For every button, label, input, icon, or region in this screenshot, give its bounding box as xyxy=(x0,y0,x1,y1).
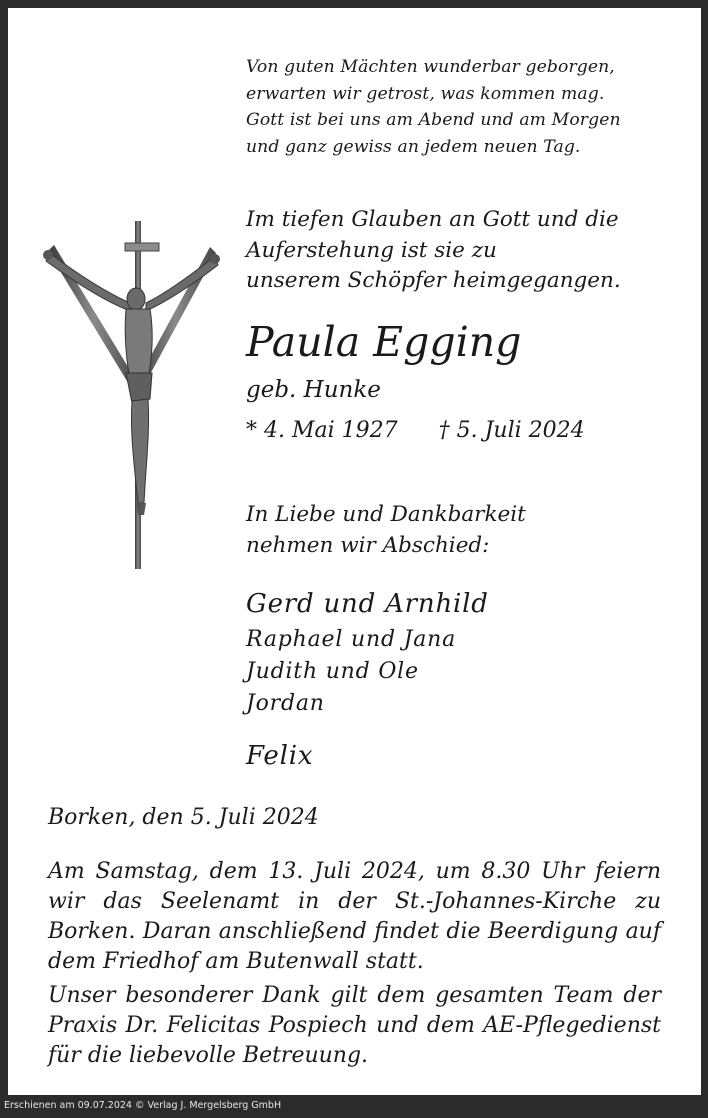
place-date: Borken, den 5. Juli 2024 xyxy=(48,805,319,830)
mourner-item: Judith und Ole xyxy=(246,659,419,684)
mourner-item: Raphael und Jana xyxy=(246,627,457,652)
mourner-item: Jordan xyxy=(246,691,325,716)
mourner-list xyxy=(246,624,456,720)
faith-line: Im tiefen Glauben an Gott und die xyxy=(246,207,619,232)
death-date: † 5. Juli 2024 xyxy=(438,418,585,443)
farewell-line: In Liebe und Dankbarkeit xyxy=(246,502,526,527)
poem-line: Von guten Mächten wunderbar geborgen, xyxy=(246,57,615,77)
faith-text xyxy=(246,205,621,297)
poem-line: erwarten wir getrost, was kommen mag. xyxy=(246,83,605,104)
crucifix-icon xyxy=(38,213,220,575)
thanks-paragraph: Unser besonderer Dank gilt dem gesamten Team der Praxis Dr. Felicitas Pospiech und dem AE-Pflegedienst für die liebevolle Betreuung. xyxy=(48,983,661,1068)
mourner-last: Felix xyxy=(246,741,314,771)
deceased-name: Paula Egging xyxy=(246,318,522,366)
farewell-text xyxy=(246,499,526,561)
faith-line: Auferstehung ist sie zu xyxy=(246,237,497,263)
publication-footer: Erschienen am 09.07.2024 © Verlag J. Mergelsberg GmbH xyxy=(4,1100,282,1111)
birth-date: * 4. Mai 1927 xyxy=(246,418,398,443)
mourner-primary: Gerd und Arnhild xyxy=(246,589,489,619)
poem-line: Gott ist bei uns am Abend und am Morgen xyxy=(246,110,621,130)
obituary-notice xyxy=(8,8,701,1095)
service-paragraph: Am Samstag, dem 13. Juli 2024, um 8.30 Uhr feiern wir das Seelenamt in der St.-Johannes-Kirche zu Borken. Daran anschließend findet die Beerdigung auf dem Friedhof am Butenwall statt. xyxy=(48,859,661,974)
life-dates xyxy=(246,416,585,446)
poem xyxy=(246,54,621,160)
birth-name: geb. Hunke xyxy=(246,377,381,403)
farewell-line: nehmen wir Abschied: xyxy=(246,533,490,558)
poem-line: und ganz gewiss an jedem neuen Tag. xyxy=(246,136,581,157)
faith-line: unserem Schöpfer heimgegangen. xyxy=(246,268,621,293)
